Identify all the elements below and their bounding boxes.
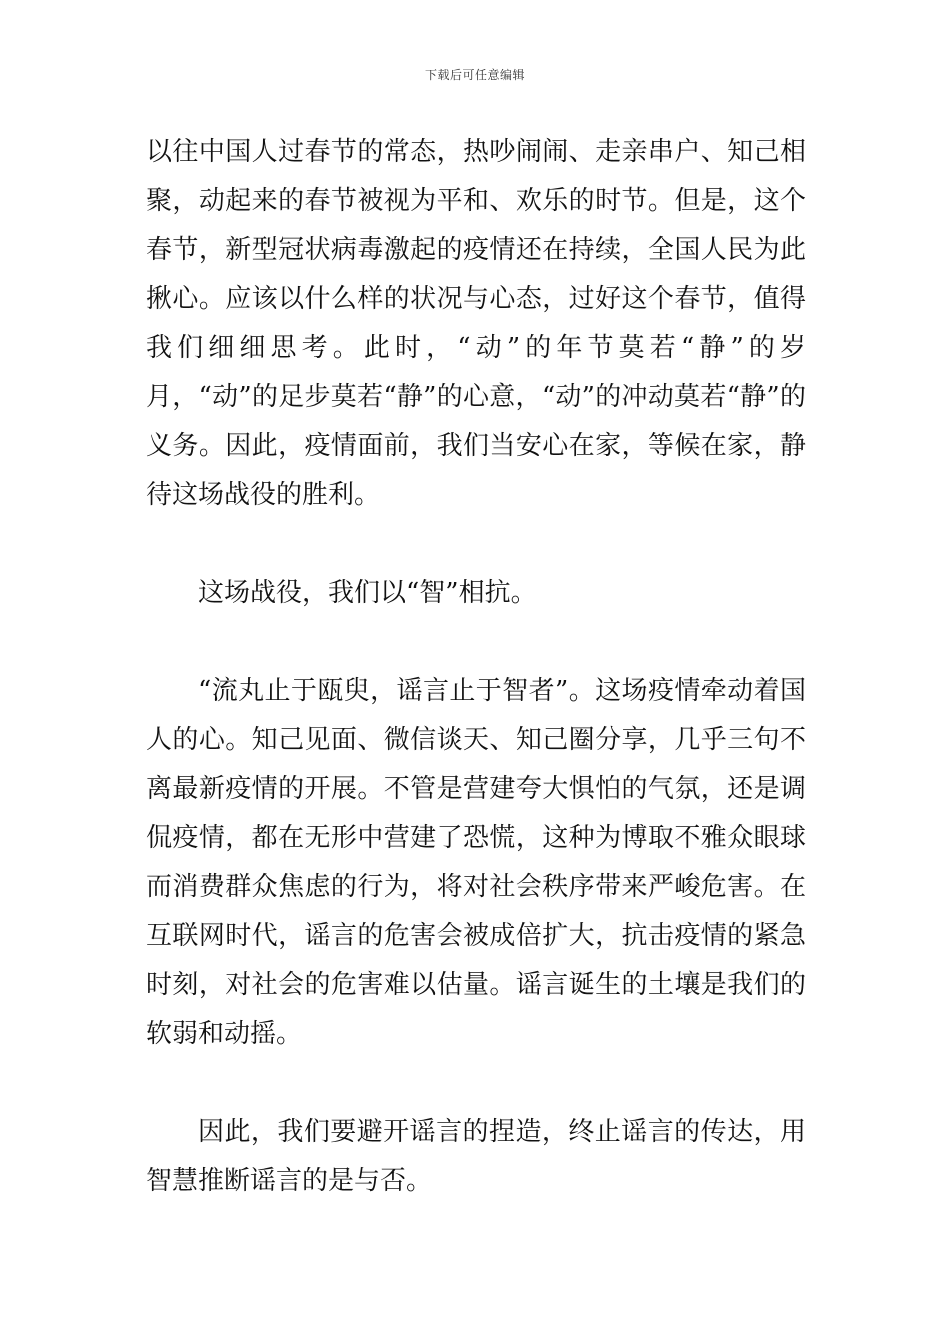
paragraph-spacer	[146, 618, 806, 667]
paragraph-spring-festival: 以往中国人过春节的常态，热吵闹闹、走亲串户、知己相聚，动起来的春节被视为平和、欢乐的时节。但是，这个春节，新型冠状病毒激起的疫情还在持续，全国人民为此揪心。应该以什么样的状况与心态，过好这个春节，值得我们细细思考。此时，“动”的年节莫若“静”的岁月，“动”的足步莫若“静”的心意，“动”的冲动莫若“静”的义务。因此，疫情面前，我们当安心在家，等候在家，静待这场战役的胜利。	[146, 137, 806, 510]
paragraph-spacer	[146, 1059, 806, 1108]
paragraph-rumors: “流丸止于瓯臾，谣言止于智者”。这场疫情牵动着国人的心。知己见面、微信谈天、知己圈分享，几乎三句不离最新疫情的开展。不管是营建夸大惧怕的气氛，还是调侃疫情，都在无形中营建了恐慌，这种为博取不雅众眼球而消费群众焦虑的行为，将对社会秩序带来严峻危害。在互联网时代，谣言的危害会被成倍扩大，抗击疫情的紧急时刻，对社会的危害难以估量。谣言诞生的土壤是我们的软弱和动摇。	[146, 676, 806, 1049]
page-header-note: 下载后可任意编辑	[424, 68, 525, 82]
paragraph-spacer	[146, 520, 806, 569]
paragraph-conclusion: 因此，我们要避开谣言的捏造，终止谣言的传达，用智慧推断谣言的是与否。	[146, 1117, 806, 1196]
paragraph-wisdom-intro: 这场战役，我们以“智”相抗。	[198, 578, 537, 608]
document-body	[146, 128, 806, 1206]
